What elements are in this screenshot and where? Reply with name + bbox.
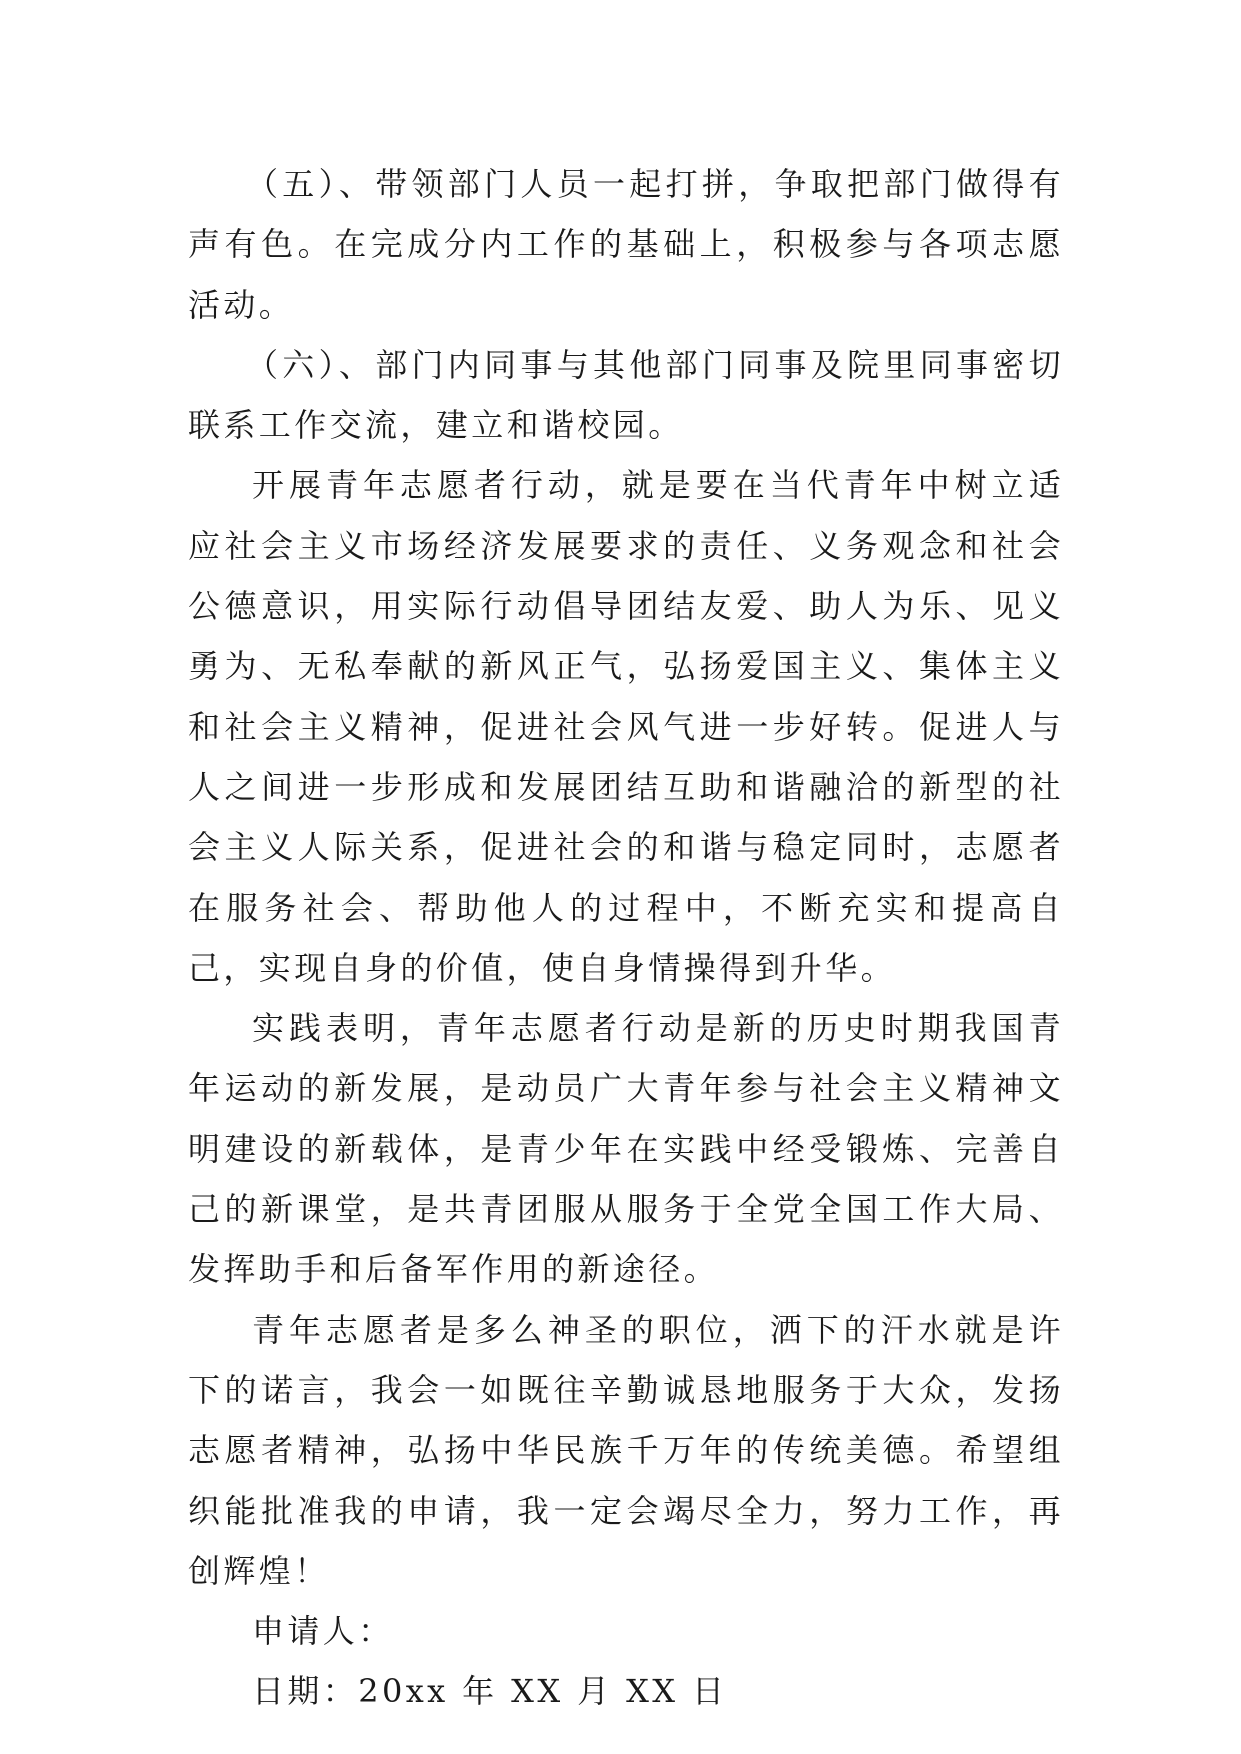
applicant-label: 申请人： (252, 1612, 394, 1651)
paragraph-volunteer-action: 开展青年志愿者行动，就是要在当代青年中树立适应社会主义市场经济发展要求的责任、义务观念和社会公德意识，用实际行动倡导团结友爱、助人为乐、见义勇为、无私奉献的新风正气，弘扬爱国主义、集体主义和社会主义精神，促进社会风气进一步好转。促进人与人之间进一步形成和发展团结互助和谐融洽的新型的社会主义人际关系，促进社会的和谐与稳定同时，志愿者在服务社会、帮助他人的过程中，不断充实和提高自己，实现自身的价值，使自身情操得到升华。 (188, 466, 1064, 987)
paragraph-item-6: （六）、部门内同事与其他部门同事及院里同事密切联系工作交流，建立和谐校园。 (188, 345, 1064, 445)
paragraph-item-5: （五）、带领部门人员一起打拼，争取把部门做得有声有色。在完成分内工作的基础上，积极参与各项志愿活动。 (188, 165, 1064, 324)
date-label: 日期：20xx 年 XX 月 XX 日 (252, 1672, 728, 1711)
paragraph-practice-shows: 实践表明，青年志愿者行动是新的历史时期我国青年运动的新发展，是动员广大青年参与社会主义精神文明建设的新载体，是青少年在实践中经受锻炼、完善自己的新课堂，是共青团服从服务于全党全国工作大局、发挥助手和后备军作用的新途径。 (188, 1009, 1064, 1289)
paragraph-conclusion: 青年志愿者是多么神圣的职位，洒下的汗水就是许下的诺言，我会一如既往辛勤诚恳地服务于大众，发扬志愿者精神，弘扬中华民族千万年的传统美德。希望组织能批准我的申请，我一定会竭尽全力，努力工作，再创辉煌！ (188, 1310, 1064, 1590)
document-body (188, 154, 1064, 1722)
